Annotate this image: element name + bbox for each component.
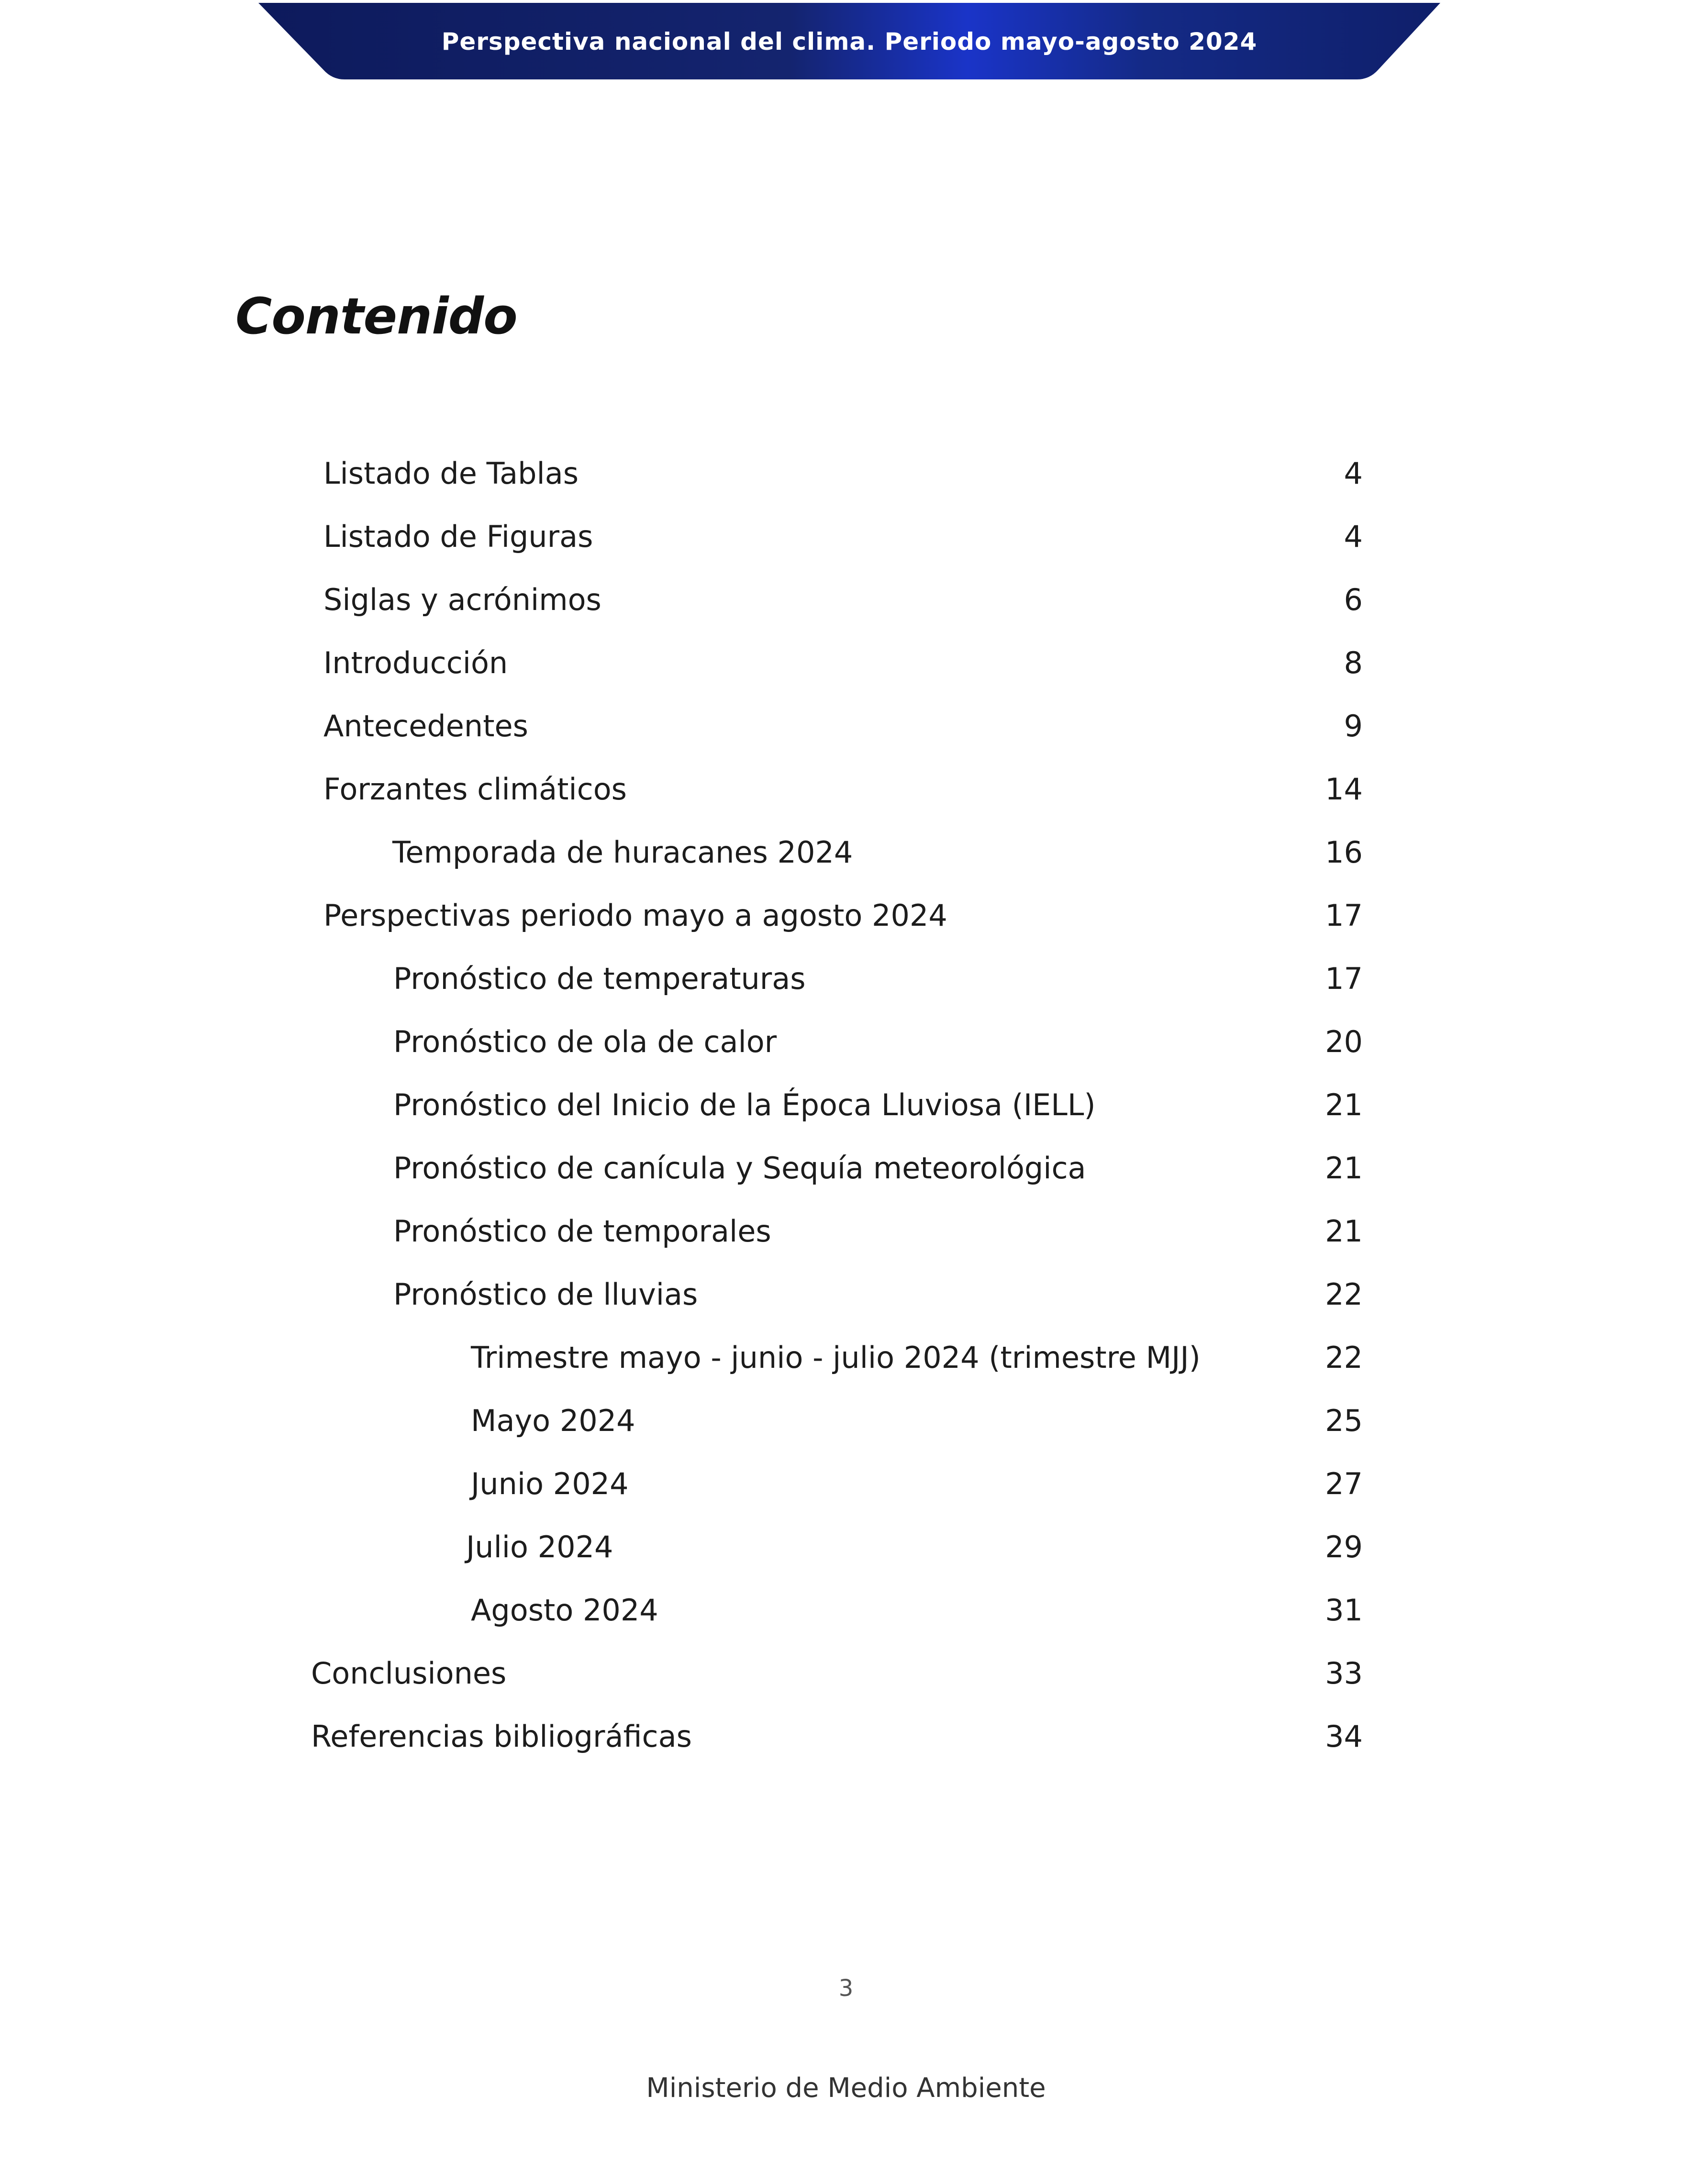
toc-entry-label: Pronóstico de ola de calor: [393, 1024, 777, 1059]
toc-entry-page: 4: [1344, 519, 1363, 554]
toc-entry[interactable]: [393, 1010, 1363, 1074]
toc-entry-page: 4: [1344, 456, 1363, 491]
toc-entry[interactable]: [466, 1516, 1363, 1579]
toc-entry[interactable]: [323, 568, 1363, 632]
toc-entry-label: Introducción: [323, 645, 508, 680]
toc-entry-page: 6: [1344, 582, 1363, 617]
toc-entry-label: Pronóstico de temporales: [393, 1214, 771, 1249]
toc-entry-page: 17: [1325, 961, 1363, 996]
toc-entry[interactable]: [323, 442, 1363, 505]
toc-entry-label: Temporada de huracanes 2024: [392, 835, 853, 870]
toc-entry-page: 29: [1325, 1530, 1363, 1564]
toc-entry-page: 16: [1325, 835, 1363, 870]
toc-entry-label: Siglas y acrónimos: [323, 582, 601, 617]
toc-entry[interactable]: [323, 758, 1363, 821]
toc-entry-page: 20: [1325, 1024, 1363, 1059]
toc-entry-label: Conclusiones: [311, 1656, 507, 1691]
page-number: 3: [838, 1975, 854, 2002]
toc-entry[interactable]: [323, 505, 1363, 568]
toc-heading: Contenido: [235, 287, 517, 345]
toc-entry-page: 27: [1325, 1466, 1363, 1501]
toc-entry[interactable]: [393, 1074, 1363, 1137]
toc-entry-label: Pronóstico de lluvias: [393, 1277, 698, 1312]
toc-entry-label: Referencias bibliográficas: [311, 1719, 692, 1754]
toc-entry[interactable]: [392, 821, 1363, 884]
toc-entry-label: Pronóstico de canícula y Sequía meteorológica: [393, 1151, 1086, 1186]
toc-entry-page: 22: [1325, 1340, 1363, 1375]
toc-entry[interactable]: [393, 947, 1363, 1010]
toc-entry-label: Antecedentes: [323, 709, 528, 743]
toc-entry[interactable]: [311, 1705, 1363, 1768]
toc-entry-page: 21: [1325, 1087, 1363, 1122]
toc-entry-label: Perspectivas periodo mayo a agosto 2024: [323, 898, 947, 933]
toc-entry-label: Junio 2024: [471, 1466, 629, 1501]
toc-entry-page: 31: [1325, 1593, 1363, 1628]
toc-entry-label: Agosto 2024: [471, 1593, 658, 1628]
toc-entry-page: 8: [1344, 645, 1363, 680]
toc-entry-label: Listado de Tablas: [323, 456, 579, 491]
toc-entry-page: 22: [1325, 1277, 1363, 1312]
toc-entry-label: Listado de Figuras: [323, 519, 593, 554]
toc-entry-page: 21: [1325, 1151, 1363, 1186]
toc-entry-page: 21: [1325, 1214, 1363, 1249]
toc-entry-label: Pronóstico del Inicio de la Época Lluviosa (IELL): [393, 1087, 1096, 1122]
toc-entry[interactable]: [471, 1389, 1363, 1452]
toc-entry-page: 9: [1344, 709, 1363, 743]
toc-entry[interactable]: [311, 1642, 1363, 1705]
toc-entry[interactable]: [471, 1326, 1363, 1389]
toc-entry-label: Pronóstico de temperaturas: [393, 961, 806, 996]
toc-entry-page: 34: [1325, 1719, 1363, 1754]
header-title: Perspectiva nacional del clima. Periodo mayo-agosto 2024: [441, 28, 1258, 55]
toc-entry[interactable]: [323, 632, 1363, 695]
toc-entry[interactable]: [471, 1452, 1363, 1516]
toc-entry[interactable]: [323, 695, 1363, 758]
toc-entry-label: Mayo 2024: [471, 1403, 635, 1438]
toc-entry-page: 14: [1325, 772, 1363, 807]
toc-entry[interactable]: [323, 884, 1363, 947]
footer-organization: Ministerio de Medio Ambiente: [646, 2073, 1046, 2104]
toc-entry[interactable]: [471, 1579, 1363, 1642]
toc-entry-label: Trimestre mayo - junio - julio 2024 (trimestre MJJ): [471, 1340, 1201, 1375]
toc-entry[interactable]: [393, 1263, 1363, 1326]
toc-entry-label: Julio 2024: [466, 1530, 613, 1564]
toc-entry-page: 17: [1325, 898, 1363, 933]
toc-entry-page: 25: [1325, 1403, 1363, 1438]
toc-entry[interactable]: [393, 1137, 1363, 1200]
toc-entry-page: 33: [1325, 1656, 1363, 1691]
toc-entry-label: Forzantes climáticos: [323, 772, 627, 807]
toc-entry[interactable]: [393, 1200, 1363, 1263]
